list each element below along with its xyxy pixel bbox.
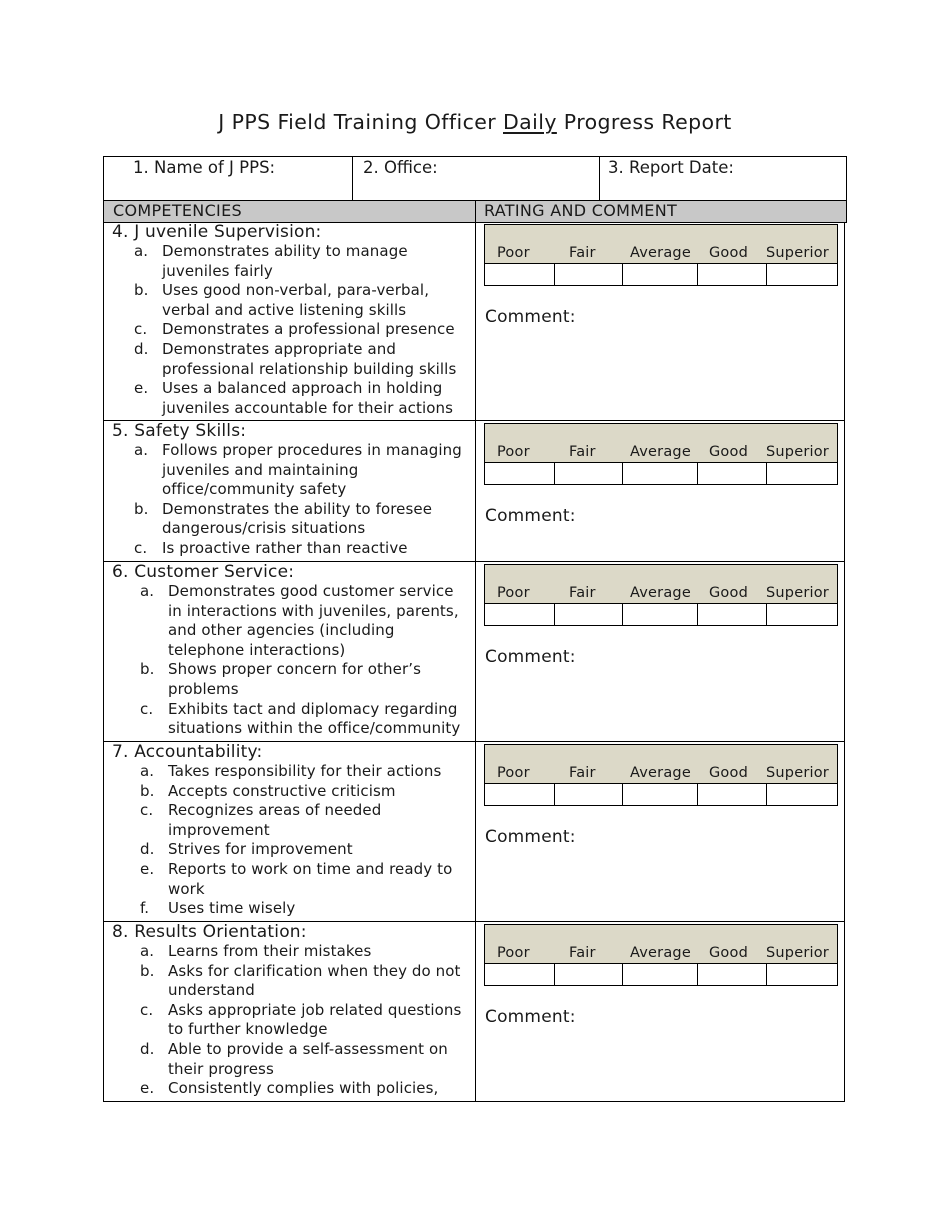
rating-box-superior[interactable]: [767, 463, 837, 484]
item-text: Asks for clarification when they do not understand: [168, 961, 461, 1000]
competency-item: [112, 962, 470, 1001]
rating-label-fair: Fair: [569, 245, 596, 261]
rating-boxes: [484, 963, 838, 986]
competency-row: [103, 421, 845, 562]
rating-boxes: [484, 263, 838, 286]
rating-label-superior: Superior: [766, 444, 829, 460]
item-marker: b.: [134, 499, 149, 518]
item-marker: a.: [140, 762, 155, 780]
item-text: Strives for improvement: [168, 840, 353, 859]
competency-item: [112, 762, 470, 782]
item-marker: d.: [140, 840, 155, 859]
rating-box-average[interactable]: [623, 463, 698, 484]
competency-item: [112, 1079, 470, 1099]
item-text: Able to provide a self-assessment on their progress: [168, 1039, 448, 1078]
competency-list: [112, 922, 470, 1099]
item-marker: e.: [134, 379, 149, 398]
rating-label-average: Average: [630, 765, 691, 781]
competency-item: [112, 539, 470, 559]
competency-row: [103, 562, 845, 742]
rating-label-good: Good: [709, 765, 748, 781]
office-label: 2. Office:: [363, 158, 438, 177]
rating-box-poor[interactable]: [485, 784, 555, 805]
item-text: Uses time wisely: [168, 899, 296, 918]
rating-label-average: Average: [630, 585, 691, 601]
rating-box-good[interactable]: [698, 604, 768, 625]
rating-box-average[interactable]: [623, 604, 698, 625]
rating-label-poor: Poor: [497, 585, 530, 601]
rating-box-average[interactable]: [623, 264, 698, 285]
rating-boxes: [484, 603, 838, 626]
rating-scale: [484, 564, 838, 626]
rating-box-good[interactable]: [698, 964, 768, 985]
competency-item: [112, 1001, 470, 1040]
rating-labels: [484, 423, 838, 462]
title-prefix: J PPS Field Training Officer: [218, 110, 503, 134]
section-header: [103, 200, 847, 223]
competency-list: [112, 562, 470, 739]
rating-labels: [484, 564, 838, 603]
competency-item: [112, 1040, 470, 1079]
rating-box-average[interactable]: [623, 784, 698, 805]
rating-box-fair[interactable]: [555, 784, 624, 805]
competency-list: [112, 222, 470, 418]
office-field[interactable]: [353, 157, 599, 201]
rating-label-good: Good: [709, 245, 748, 261]
report-title: [0, 110, 950, 134]
item-text: Demonstrates a professional presence: [162, 320, 455, 339]
competencies-heading: COMPETENCIES: [113, 201, 242, 220]
item-text: Accepts constructive criticism: [168, 781, 396, 800]
competency-row: [103, 222, 845, 421]
competency-item: [112, 582, 470, 660]
rating-box-fair[interactable]: [555, 264, 624, 285]
rating-label-superior: Superior: [766, 765, 829, 781]
rating-label-fair: Fair: [569, 945, 596, 961]
item-text: Demonstrates good customer service in interactions with juveniles, parents, and other agencies (including telephone interactions): [168, 582, 459, 659]
comment-field[interactable]: Comment:: [485, 307, 576, 327]
rating-label-poor: Poor: [497, 444, 530, 460]
name-label: 1. Name of J PPS:: [133, 158, 276, 177]
rating-scale: [484, 744, 838, 806]
rating-box-poor[interactable]: [485, 264, 555, 285]
rating-label-average: Average: [630, 245, 691, 261]
item-marker: a.: [140, 582, 155, 600]
competency-item: [112, 340, 470, 379]
competency-row: [103, 742, 845, 922]
rating-heading: RATING AND COMMENT: [484, 201, 678, 220]
item-marker: a.: [134, 441, 149, 459]
item-marker: b.: [140, 961, 155, 980]
competency-item: [112, 441, 470, 500]
item-marker: d.: [140, 1039, 155, 1058]
competency-item: [112, 242, 470, 281]
competency-item: [112, 660, 470, 699]
competency-list: [112, 421, 470, 559]
comment-field[interactable]: Comment:: [485, 647, 576, 667]
title-daily: Daily: [503, 110, 557, 134]
rating-box-good[interactable]: [698, 264, 768, 285]
rating-box-poor[interactable]: [485, 604, 555, 625]
title-suffix: Progress Report: [556, 110, 732, 134]
rating-label-good: Good: [709, 945, 748, 961]
item-marker: a.: [140, 942, 155, 960]
rating-box-good[interactable]: [698, 463, 768, 484]
item-marker: b.: [140, 781, 155, 800]
competency-heading: 8. Results Orientation:: [112, 922, 307, 942]
competency-list: [112, 742, 470, 919]
item-marker: c.: [140, 801, 154, 820]
comment-field[interactable]: Comment:: [485, 1007, 576, 1027]
rating-label-poor: Poor: [497, 945, 530, 961]
rating-boxes: [484, 462, 838, 485]
item-text: Takes responsibility for their actions: [168, 762, 442, 780]
item-text: Demonstrates ability to manage juveniles fairly: [162, 242, 408, 280]
competency-item: [112, 700, 470, 739]
competency-heading: 4. J uvenile Supervision:: [112, 222, 322, 242]
rating-box-superior[interactable]: [767, 264, 837, 285]
rating-box-superior[interactable]: [767, 784, 837, 805]
competency-item: [112, 899, 470, 919]
comment-field[interactable]: Comment:: [485, 506, 576, 526]
competency-item: [112, 281, 470, 320]
competency-item: [112, 860, 470, 899]
rating-box-fair[interactable]: [555, 964, 624, 985]
rating-scale: [484, 924, 838, 986]
item-text: Learns from their mistakes: [168, 942, 372, 960]
competency-heading: 5. Safety Skills:: [112, 421, 247, 441]
rating-boxes: [484, 783, 838, 806]
rating-label-superior: Superior: [766, 945, 829, 961]
competency-item: [112, 782, 470, 802]
rating-labels: [484, 744, 838, 783]
rating-box-good[interactable]: [698, 784, 768, 805]
rating-label-fair: Fair: [569, 585, 596, 601]
item-marker: e.: [140, 1079, 155, 1098]
rating-label-poor: Poor: [497, 245, 530, 261]
item-text: Recognizes areas of needed improvement: [168, 801, 382, 839]
rating-label-average: Average: [630, 444, 691, 460]
item-text: Demonstrates the ability to foresee dangerous/crisis situations: [162, 499, 433, 538]
rating-scale: [484, 423, 838, 485]
rating-box-poor[interactable]: [485, 463, 555, 484]
rating-label-average: Average: [630, 945, 691, 961]
item-text: Uses good non-verbal, para-verbal, verbal and active listening skills: [162, 281, 430, 319]
item-marker: a.: [134, 242, 149, 260]
item-marker: b.: [134, 281, 149, 300]
rating-box-average[interactable]: [623, 964, 698, 985]
item-text: Consistently complies with policies,: [168, 1079, 439, 1098]
rating-box-superior[interactable]: [767, 604, 837, 625]
report-date-label: 3. Report Date:: [608, 158, 734, 177]
rating-label-superior: Superior: [766, 245, 829, 261]
rating-box-superior[interactable]: [767, 964, 837, 985]
item-marker: b.: [140, 660, 155, 679]
rating-label-fair: Fair: [569, 444, 596, 460]
comment-field[interactable]: Comment:: [485, 827, 576, 847]
competency-item: [112, 320, 470, 340]
item-marker: f.: [140, 899, 150, 918]
item-text: Reports to work on time and ready to work: [168, 859, 453, 898]
item-text: Exhibits tact and diplomacy regarding situations within the office/community: [168, 699, 461, 738]
competency-item: [112, 379, 470, 418]
competency-item: [112, 840, 470, 860]
rating-box-fair[interactable]: [555, 463, 624, 484]
competency-item: [112, 942, 470, 962]
report-date-field[interactable]: [600, 157, 846, 201]
item-text: Asks appropriate job related questions to further knowledge: [168, 1000, 462, 1039]
item-marker: c.: [140, 699, 154, 718]
rating-label-good: Good: [709, 585, 748, 601]
competency-heading: 7. Accountability:: [112, 742, 263, 762]
item-marker: c.: [134, 320, 148, 339]
item-marker: d.: [134, 339, 149, 358]
rating-labels: [484, 224, 838, 263]
competency-heading: 6. Customer Service:: [112, 562, 295, 582]
competency-item: [112, 500, 470, 539]
item-marker: e.: [140, 859, 155, 878]
competency-row: [103, 922, 845, 1102]
rating-label-poor: Poor: [497, 765, 530, 781]
item-text: Uses a balanced approach in holding juveniles accountable for their actions: [162, 379, 454, 417]
header-row: [103, 156, 847, 201]
rating-label-good: Good: [709, 444, 748, 460]
rating-box-fair[interactable]: [555, 604, 624, 625]
item-text: Is proactive rather than reactive: [162, 538, 408, 557]
rating-box-poor[interactable]: [485, 964, 555, 985]
competency-item: [112, 801, 470, 840]
item-text: Demonstrates appropriate and professional relationship building skills: [162, 339, 457, 378]
item-marker: c.: [140, 1000, 154, 1019]
rating-label-fair: Fair: [569, 765, 596, 781]
rating-scale: [484, 224, 838, 286]
rating-labels: [484, 924, 838, 963]
item-text: Follows proper procedures in managing juveniles and maintaining office/community safety: [162, 441, 462, 499]
name-of-jpps-field[interactable]: [104, 157, 352, 201]
item-marker: c.: [134, 538, 148, 557]
item-text: Shows proper concern for other’s problems: [168, 660, 421, 698]
rating-label-superior: Superior: [766, 585, 829, 601]
